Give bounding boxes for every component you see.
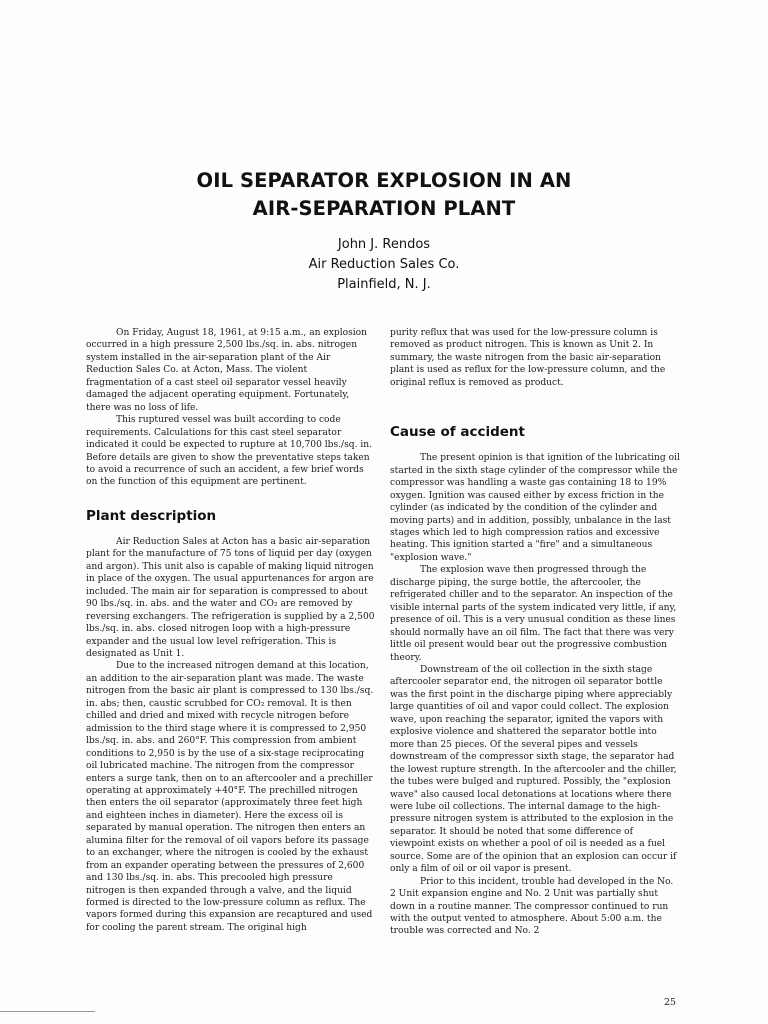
- title-line-2: AIR-SEPARATION PLANT: [252, 197, 516, 220]
- left-column: [86, 327, 375, 934]
- section-heading-cause-of-accident: Cause of accident: [390, 424, 525, 441]
- article-title: [60, 167, 708, 223]
- continuation-paragraph: purity reflux that was used for the low-pressure column is removed as product nitrogen. This is known as Unit 2. In summary, the waste nitrogen from the basic air-separation plant is used as reflux for the low-pressure column, and the original reflux is removed as product.: [390, 328, 666, 388]
- body-paragraph: The explosion wave then progressed through the discharge piping, the surge bottle, the aftercooler, the refrigerated chiller and to the separator. An inspection of the visible internal parts of the system indicated very little, if any, presence of oil. This is a very unusual condition as these lines should normally have an oil film. The fact that there was very little oil present would bear out the progressive combustion theory.: [390, 565, 677, 663]
- body-paragraph: Prior to this incident, trouble had developed in the No. 2 Unit expansion engine and No. 2 Unit was partially shut down in a routine manner. The compressor continued to run with the output vented to atmosphere. About 5:00 a.m. the trouble was corrected and No. 2: [390, 876, 674, 937]
- intro-paragraph: On Friday, August 18, 1961, at 9:15 a.m., an explosion occurred in a high pressure 2,500 lbs./sq. in. abs. nitrogen system installed in the air-separation plant of the Air Reduction Sales Co. at Acton, Mass. The violent fragmentation of a cast steel oil separator vessel heavily damaged the adjacent operating equipment. Fortunately, there was no loss of life.: [86, 328, 367, 413]
- body-paragraph: Due to the increased nitrogen demand at this location, an addition to the air-separation plant was made. The waste nitrogen from the basic air plant is compressed to 130 lbs./sq. in. abs; then, caustic scrubbed for CO₂ removal. It is then chilled and dried and mixed with recycle nitrogen before admission to the third stage where it is compressed to 2,950 lbs./sq. in. abs. and 260°F. This compression from ambient conditions to 2,950 is by the use of a six-stage reciprocating oil lubricated machine. The nitrogen from the compressor enters a surge tank, then on to an aftercooler and a prechiller operating at approximately +40°F. The prechilled nitrogen then enters the oil separator (approximately three feet high and eighteen inches in diameter). Here the excess oil is separated by manual operation. The nitrogen then enters an alumina filter for the removal of oil vapors before its passage to an exchanger, where the nitrogen is cooled by the exhaust from an expander operating between the pressures of 2,600 and 130 lbs./sq. in. abs. This precooled high pressure nitrogen is then expanded through a valve, and the liquid formed is directed to the low-pressure column as reflux. The vapors formed during this expansion are recaptured and used for cooling the parent stream. The original high: [86, 661, 374, 933]
- author-location: Plainfield, N. J.: [337, 277, 431, 292]
- byline: [60, 235, 708, 295]
- body-paragraph: Air Reduction Sales at Acton has a basic air-separation plant for the manufacture of 75 tons of liquid per day (oxygen and argon). This unit also is capable of making liquid nitrogen in place of the oxygen. The usual appurtenances for argon are included. The main air for separation is compressed to about 90 lbs./sq. in. abs. and the water and CO₂ are removed by reversing exchangers. The refrigeration is supplied by a 2,500 lbs./sq. in. abs. closed nitrogen loop with a high-pressure expander and the usual low level refrigeration. This is designated as Unit 1.: [86, 536, 375, 659]
- right-column: [390, 327, 680, 938]
- title-line-1: OIL SEPARATOR EXPLOSION IN AN: [196, 169, 572, 192]
- author-name: John J. Rendos: [337, 237, 431, 252]
- author-affiliation: Air Reduction Sales Co.: [308, 257, 460, 272]
- body-paragraph: The present opinion is that ignition of the lubricating oil started in the sixth stage cylinder of the compressor while the compressor was handling a waste gas containing 18 to 19% oxygen. Ignition was caused either by excess friction in the cylinder (as indicated by the condition of the cylinder and moving parts) and in addition, possibly, unbalance in the last stages which led to high compression ratios and excessive heating. This ignition started a "fire" and a simultaneous "explosion wave.": [390, 453, 680, 563]
- page-number: 25: [664, 997, 677, 1008]
- body-paragraph: Downstream of the oil collection in the sixth stage aftercooler separator end, the nitrogen oil separator bottle was the first point in the discharge piping where appreciably large quantities of oil and vapor could collect. The explosion wave, upon reaching the separator, ignited the vapors with explosive violence and shattered the separator bottle into more than 25 pieces. Of the several pipes and vessels downstream of the compressor sixth stage, the separator had the lowest rupture strength. In the aftercooler and the chiller, the tubes were bulged and ruptured. Possibly, the "explosion wave" also caused local detonations at locations where there were lube oil collections. The internal damage to the high-pressure nitrogen system is attributed to the explosion in the separator. It should be noted that some difference of viewpoint exists on whether a pool of oil is needed as a fuel source. Some are of the opinion that an explosion can occur if only a film of oil or oil vapor is present.: [390, 664, 677, 875]
- intro-paragraph: This ruptured vessel was built according to code requirements. Calculations for this cast steel separator indicated it could be expected to rupture at 10,700 lbs./sq. in. Before details are given to show the preventative steps taken to avoid a recurrence of such an accident, a few brief words on the function of this equipment are pertinent.: [86, 415, 373, 488]
- section-heading-plant-description: Plant description: [86, 507, 217, 524]
- footer-rule: [0, 1011, 95, 1012]
